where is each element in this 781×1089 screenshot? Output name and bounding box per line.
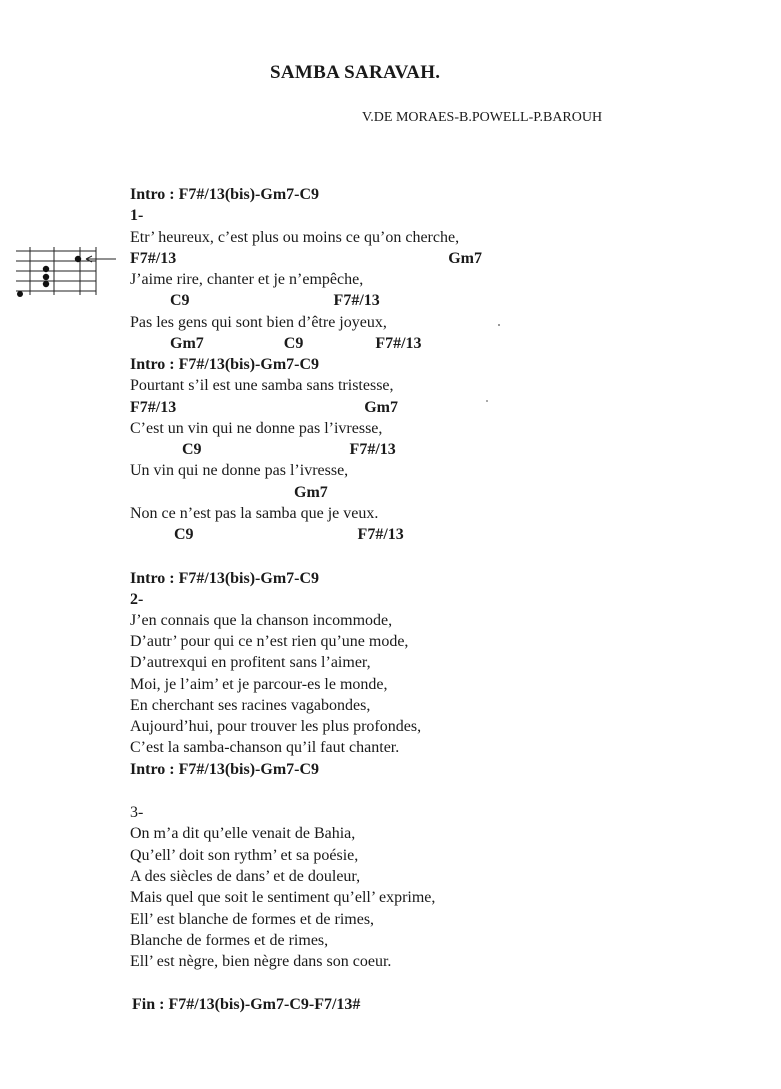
- lyric-line: Aujourd’hui, pour trouver les plus profondes,: [130, 718, 422, 735]
- scan-speck: [486, 400, 488, 402]
- song-title: SAMBA SARAVAH.: [270, 62, 441, 83]
- chord-line: Gm7: [130, 484, 328, 501]
- chord-line: 1-: [130, 207, 144, 224]
- lyric-line: Mais quel que soit le sentiment qu’ell’ exprime,: [130, 889, 436, 906]
- chord-line: C9 F7#/13: [130, 441, 396, 458]
- chord-line: F7#/13 Gm7: [130, 250, 482, 267]
- lyric-line: Ell’ est blanche de formes et de rimes,: [130, 911, 375, 928]
- lyric-line: 3-: [130, 804, 144, 821]
- chord-line: Intro : F7#/13(bis)-Gm7-C9: [130, 356, 320, 373]
- song-authors: V.DE MORAES-B.POWELL-P.BAROUH: [362, 110, 603, 125]
- chord-line: Intro : F7#/13(bis)-Gm7-C9: [130, 570, 320, 587]
- chord-line: Intro : F7#/13(bis)-Gm7-C9: [130, 186, 320, 203]
- lyric-line: Blanche de formes et de rimes,: [130, 932, 329, 949]
- lyric-line: On m’a dit qu’elle venait de Bahia,: [130, 825, 356, 842]
- lyric-line: Qu’ell’ doit son rythm’ et sa poésie,: [130, 847, 359, 864]
- lyric-line: Etr’ heureux, c’est plus ou moins ce qu’on cherche,: [130, 229, 460, 246]
- lyric-line: J’aime rire, chanter et je n’empêche,: [130, 271, 364, 288]
- chord-line: C9 F7#/13: [130, 526, 404, 543]
- chord-line: Intro : F7#/13(bis)-Gm7-C9: [130, 761, 320, 778]
- lyric-line: J’en connais que la chanson incommode,: [130, 612, 393, 629]
- lyric-line: Ell’ est nègre, bien nègre dans son coeur.: [130, 953, 392, 970]
- lyric-line: C’est un vin qui ne donne pas l’ivresse,: [130, 420, 383, 437]
- lyric-line: Moi, je l’aim’ et je parcour-es le monde,: [130, 676, 388, 693]
- chord-diagram-icon: [14, 245, 124, 301]
- lyric-line: Un vin qui ne donne pas l’ivresse,: [130, 462, 349, 479]
- lyric-line: Pas les gens qui sont bien d’être joyeux,: [130, 314, 387, 331]
- chord-line: Fin : F7#/13(bis)-Gm7-C9-F7/13#: [132, 996, 361, 1013]
- lyric-line: A des siècles de dans’ et de douleur,: [130, 868, 361, 885]
- lyric-line: C’est la samba-chanson qu’il faut chanter.: [130, 739, 400, 756]
- chord-line: C9 F7#/13: [130, 292, 380, 309]
- lyric-line: Non ce n’est pas la samba que je veux.: [130, 505, 379, 522]
- lyric-line: D’autr’ pour qui ce n’est rien qu’une mode,: [130, 633, 409, 650]
- chord-line: Gm7 C9 F7#/13: [130, 335, 422, 352]
- scan-speck: [498, 324, 500, 326]
- chord-line: F7#/13 Gm7: [130, 399, 398, 416]
- lyric-line: D’autrexqui en profitent sans l’aimer,: [130, 654, 371, 671]
- lyric-line: En cherchant ses racines vagabondes,: [130, 697, 371, 714]
- chord-line: 2-: [130, 591, 144, 608]
- lyric-line: Pourtant s’il est une samba sans tristesse,: [130, 377, 394, 394]
